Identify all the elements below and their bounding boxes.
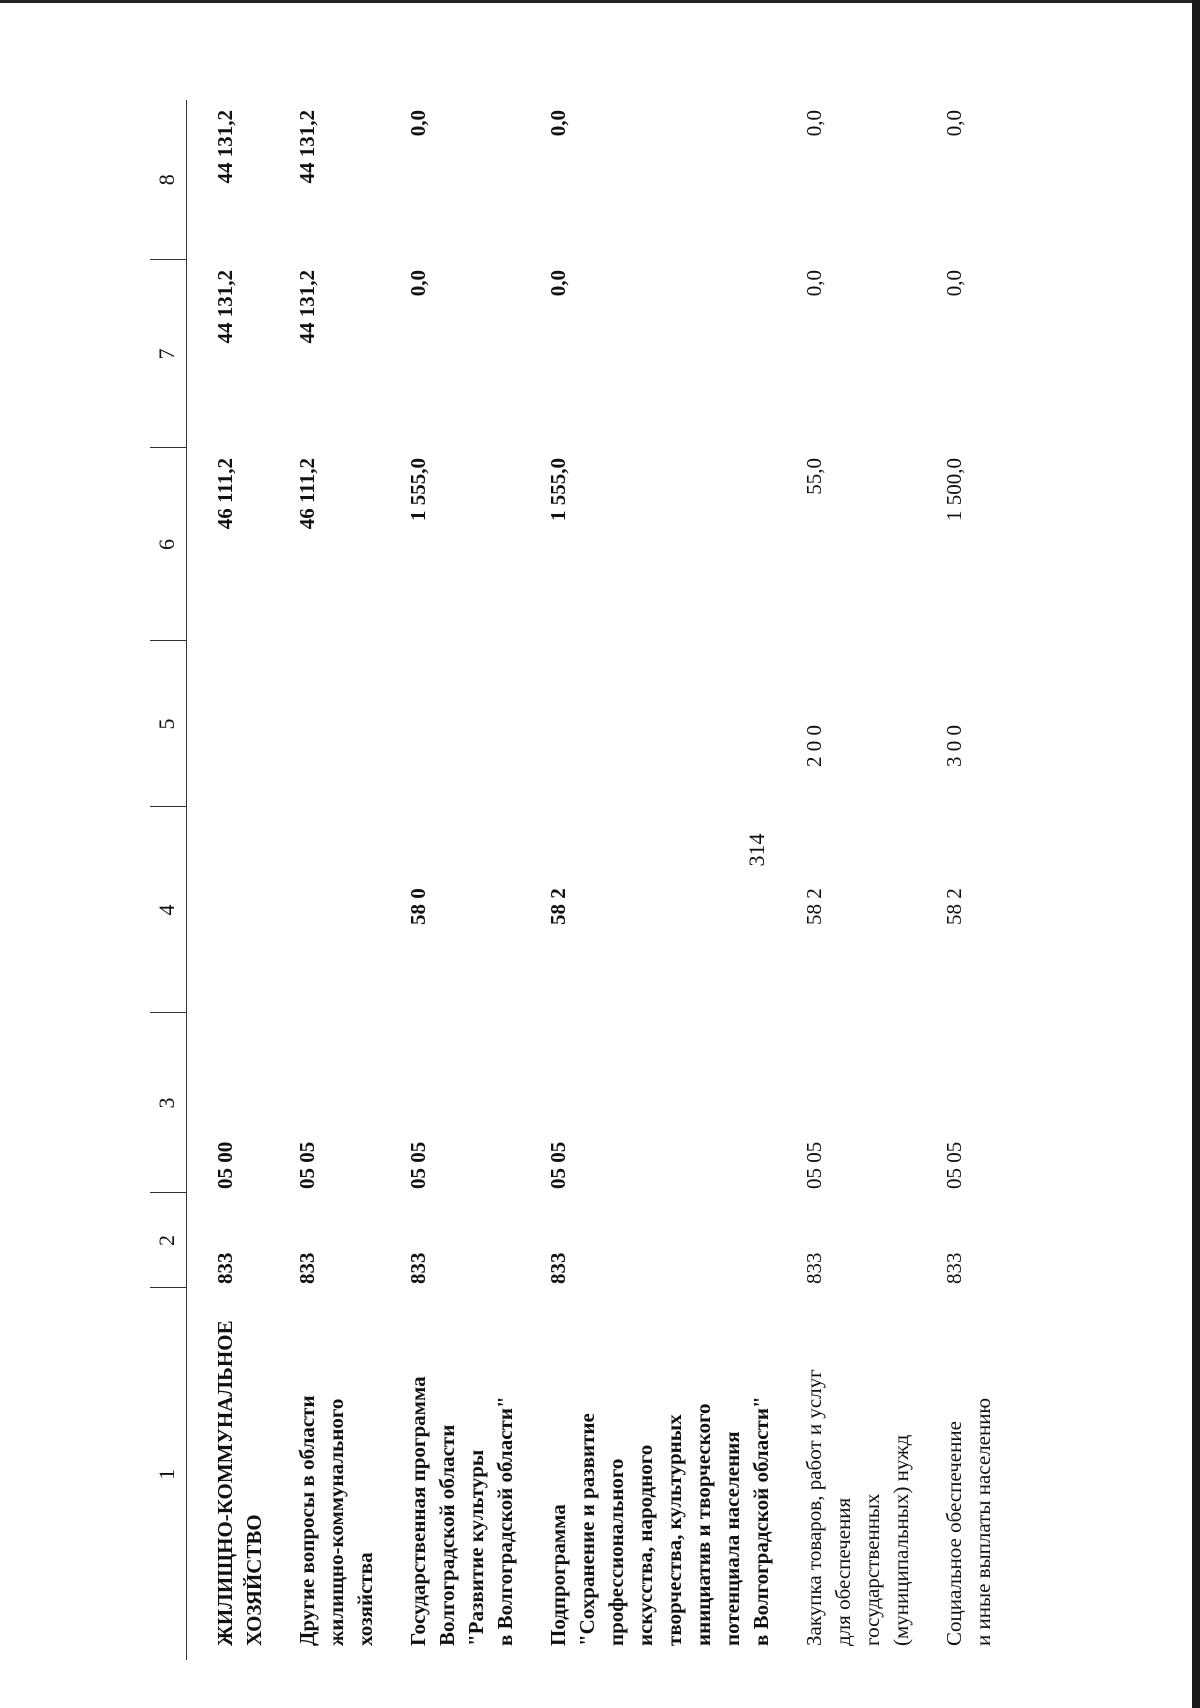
table-cell: 46 111,2 (295, 458, 319, 530)
table-cell: 0,0 (546, 270, 570, 297)
table-cell: 833 (802, 1252, 826, 1284)
row-spacer (187, 100, 212, 1660)
table-cell: 3 0 0 (942, 725, 966, 767)
table-cell: 833 (546, 1252, 570, 1284)
budget-table (150, 100, 998, 1660)
row-spacer-cell (520, 100, 544, 1660)
row-label-cell: Подпрограмма "Сохранение и развитие профессионального искусства, народного творчества, культурных инициатив и творческого потенциала населения в Волгоградской области" (546, 1396, 773, 1646)
table-row (293, 100, 380, 1660)
table-cell: 44 131,2 (213, 270, 237, 344)
table-body (187, 100, 999, 1660)
table-cell: 1 555,0 (546, 458, 570, 521)
row-spacer (269, 100, 293, 1660)
column-header: 6 (150, 448, 187, 641)
table-cell: 2 0 0 (802, 725, 826, 767)
table-cell: 0,0 (942, 110, 966, 137)
table-cell: 0,0 (406, 270, 430, 297)
table-header-row (150, 100, 187, 1660)
row-spacer-cell (916, 100, 940, 1660)
table-cell: 58 0 (406, 888, 430, 925)
column-header: 4 (150, 807, 187, 1013)
row-label-cell: Закупка товаров, работ и услуг для обеспечения государственных (муниципальных) нужд (802, 1369, 913, 1646)
row-spacer-cell (380, 100, 404, 1660)
column-header: 5 (150, 641, 187, 807)
table-cell: 46 111,2 (213, 458, 237, 530)
row-spacer-cell (269, 100, 293, 1660)
table-cell (293, 807, 380, 1013)
table-row (544, 100, 776, 1660)
table-cell: 1 500,0 (942, 458, 966, 521)
page-number: 314 (744, 833, 769, 867)
table-cell (544, 641, 776, 807)
table-cell: 05 05 (802, 1141, 826, 1189)
row-spacer (520, 100, 544, 1660)
column-header: 3 (150, 1013, 187, 1193)
table-cell: 58 2 (942, 888, 966, 925)
row-label-cell: Государственная программа Волгоградской области "Развитие культуры в Волгоградской области" (406, 1376, 517, 1646)
column-header: 1 (150, 1288, 187, 1660)
table-cell: 0,0 (802, 110, 826, 137)
table-cell: 44 131,2 (295, 110, 319, 184)
table-cell: 0,0 (406, 110, 430, 137)
table-cell (293, 641, 380, 807)
table-row (940, 100, 998, 1660)
table-cell: 05 05 (295, 1141, 319, 1189)
column-header: 2 (150, 1193, 187, 1288)
row-label-cell: Другие вопросы в области жилищно-коммунального хозяйства (295, 1395, 377, 1646)
row-label-cell: Социальное обеспечение и иные выплаты населению (942, 1397, 995, 1646)
table-cell: 833 (213, 1252, 237, 1284)
scan-edge-top (0, 0, 1200, 3)
column-header: 8 (150, 100, 187, 260)
table-cell: 0,0 (942, 270, 966, 297)
row-spacer (916, 100, 940, 1660)
table-cell: 05 05 (546, 1141, 570, 1189)
column-header: 7 (150, 260, 187, 448)
table-row (800, 100, 916, 1660)
row-spacer-cell (187, 100, 212, 1660)
rotated-table-container (150, 100, 1050, 1660)
table-cell: 833 (942, 1252, 966, 1284)
table-cell: 58 2 (802, 888, 826, 925)
row-spacer (776, 100, 800, 1660)
table-cell: 833 (295, 1252, 319, 1284)
table-cell: 1 555,0 (406, 458, 430, 521)
table-cell (404, 641, 520, 807)
table-cell: 55,0 (802, 458, 826, 495)
table-cell (211, 641, 269, 807)
table-row (404, 100, 520, 1660)
table-cell: 05 00 (213, 1141, 237, 1189)
table-cell: 44 131,2 (213, 110, 237, 184)
table-cell (211, 807, 269, 1013)
table-cell: 0,0 (546, 110, 570, 137)
row-spacer-cell (776, 100, 800, 1660)
table-cell: 05 05 (406, 1141, 430, 1189)
table-cell: 0,0 (802, 270, 826, 297)
row-spacer (380, 100, 404, 1660)
scan-edge-right (1192, 0, 1200, 1708)
table-cell: 05 05 (942, 1141, 966, 1189)
table-cell: 44 131,2 (295, 270, 319, 344)
table-row (211, 100, 269, 1660)
row-label-cell: ЖИЛИЩНО-КОММУНАЛЬНОЕ ХОЗЯЙСТВО (213, 1320, 266, 1646)
table-cell: 58 2 (546, 888, 570, 925)
table-cell: 833 (406, 1252, 430, 1284)
